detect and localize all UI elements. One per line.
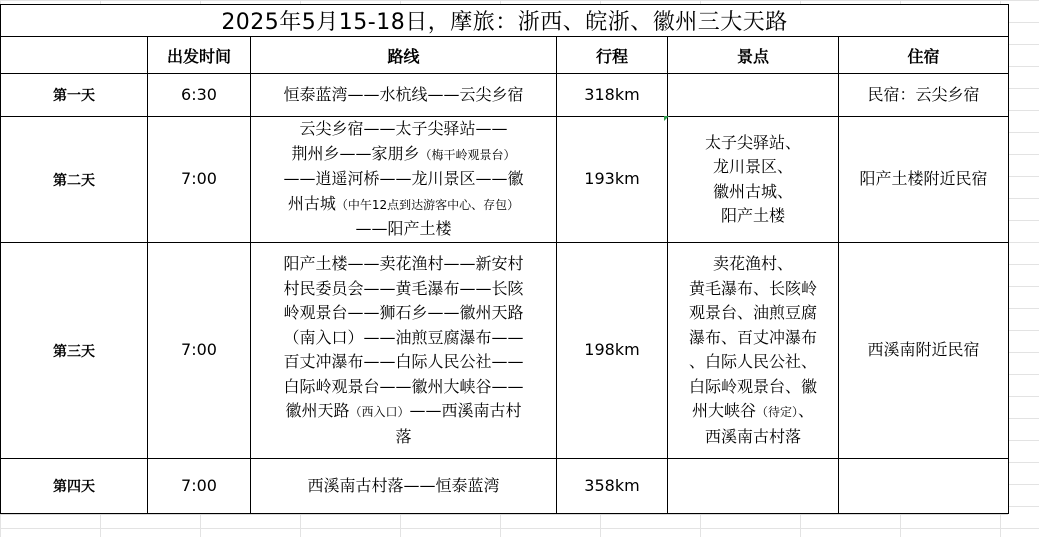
header-lodging[interactable]: 住宿 xyxy=(839,37,1009,74)
route-line: 云尖乡宿——太子尖驿站—— xyxy=(299,119,508,139)
spot-line: 阳产土楼 xyxy=(720,206,785,225)
spot-line: 白际岭观景台、徽 xyxy=(688,376,817,396)
spot-line: 、白际人民公社、 xyxy=(688,352,817,371)
spots-cell[interactable] xyxy=(668,459,839,514)
route-line xyxy=(257,399,550,425)
spots-cell[interactable] xyxy=(668,117,839,243)
depart-time-cell[interactable]: 7:00 xyxy=(148,243,251,459)
header-row xyxy=(1,37,1009,74)
table-row xyxy=(1,74,1009,117)
route-line: 恒泰蓝湾——水杭线——云尖乡宿 xyxy=(283,84,524,104)
spots-cell[interactable] xyxy=(668,74,839,117)
cell-comment-marker-icon xyxy=(664,116,669,121)
lodging-cell[interactable]: 民宿：云尖乡宿 xyxy=(839,74,1009,117)
route-line xyxy=(257,192,550,218)
table-row xyxy=(1,243,1009,459)
route-line: 村民委员会——黄毛瀑布——长陔 xyxy=(283,278,524,298)
header-spots[interactable]: 景点 xyxy=(668,37,839,74)
distance-cell[interactable]: 198km xyxy=(557,243,668,459)
page-title: 2025年5月15-18日，摩旅：浙西、皖浙、徽州三大天路 xyxy=(1,5,1009,37)
day-cell[interactable]: 第二天 xyxy=(1,117,148,243)
day-cell[interactable]: 第三天 xyxy=(1,243,148,459)
itinerary-table xyxy=(0,4,1009,514)
spot-line: 太子尖驿站、 xyxy=(704,132,801,152)
title-row xyxy=(1,5,1009,37)
spot-line: 卖花渔村、 xyxy=(712,254,793,273)
spot-line: 龙川景区、 xyxy=(712,157,793,176)
distance-cell[interactable]: 358km xyxy=(557,459,668,514)
route-line: 阳产土楼——卖花渔村——新安村 xyxy=(283,254,524,273)
spot-line: 瀑布、百丈冲瀑布 xyxy=(688,327,817,347)
route-line: 岭观景台——狮石乡——徽州天路 xyxy=(283,303,524,322)
spots-cell[interactable] xyxy=(668,243,839,459)
spot-line: 观景台、油煎豆腐 xyxy=(688,303,817,322)
spot-note: （待定） xyxy=(755,405,798,419)
route-cell[interactable] xyxy=(251,74,557,117)
route-line: 百丈冲瀑布——白际人民公社—— xyxy=(283,352,524,371)
spot-line: 西溪南古村落 xyxy=(704,426,801,446)
route-cell[interactable] xyxy=(251,117,557,243)
distance-cell[interactable]: 318km xyxy=(557,74,668,117)
route-note: （西入口） xyxy=(349,405,410,419)
route-line: 白际岭观景台——徽州大峡谷—— xyxy=(283,376,524,396)
table-row xyxy=(1,459,1009,514)
header-depart-time[interactable]: 出发时间 xyxy=(148,37,251,74)
depart-time-cell[interactable]: 6:30 xyxy=(148,74,251,117)
depart-time-cell[interactable]: 7:00 xyxy=(148,459,251,514)
day-cell[interactable]: 第一天 xyxy=(1,74,148,117)
route-line: 落 xyxy=(395,426,412,446)
header-distance[interactable]: 行程 xyxy=(557,37,668,74)
spot-line xyxy=(674,399,832,425)
spot-line: 黄毛瀑布、长陔岭 xyxy=(688,278,817,298)
lodging-cell[interactable] xyxy=(839,459,1009,514)
route-segment: 州古城 xyxy=(287,193,336,213)
day-cell[interactable]: 第四天 xyxy=(1,459,148,514)
lodging-cell[interactable]: 阳产土楼附近民宿 xyxy=(839,117,1009,243)
route-line xyxy=(257,142,550,168)
depart-time-cell[interactable]: 7:00 xyxy=(148,117,251,243)
route-segment: 荆州乡——家朋乡 xyxy=(291,143,420,163)
route-cell[interactable] xyxy=(251,459,557,514)
spot-segment: 州大峡谷 xyxy=(691,401,756,420)
header-day[interactable] xyxy=(1,37,148,74)
route-line: ——逍遥河桥——龙川景区——徽 xyxy=(283,169,524,189)
spot-line: 徽州古城、 xyxy=(712,181,793,201)
header-route[interactable]: 路线 xyxy=(251,37,557,74)
route-cell[interactable] xyxy=(251,243,557,459)
route-segment: 徽州天路 xyxy=(285,401,350,420)
empty-sheet-row xyxy=(0,514,1008,538)
route-note: （梅干岭观景台） xyxy=(419,147,516,162)
route-line: 西溪南古村落——恒泰蓝湾 xyxy=(307,475,500,495)
distance-cell[interactable]: 193km xyxy=(557,117,668,243)
lodging-cell[interactable]: 西溪南附近民宿 xyxy=(839,243,1009,459)
table-row xyxy=(1,117,1009,243)
route-note: （中午12点到达游客中心、存包） xyxy=(335,197,520,212)
route-line: ——阳产土楼 xyxy=(355,219,452,239)
route-segment: ——西溪南古村 xyxy=(409,401,522,420)
spot-segment: 、 xyxy=(798,401,815,420)
route-line: （南入口）——油煎豆腐瀑布—— xyxy=(283,327,524,347)
